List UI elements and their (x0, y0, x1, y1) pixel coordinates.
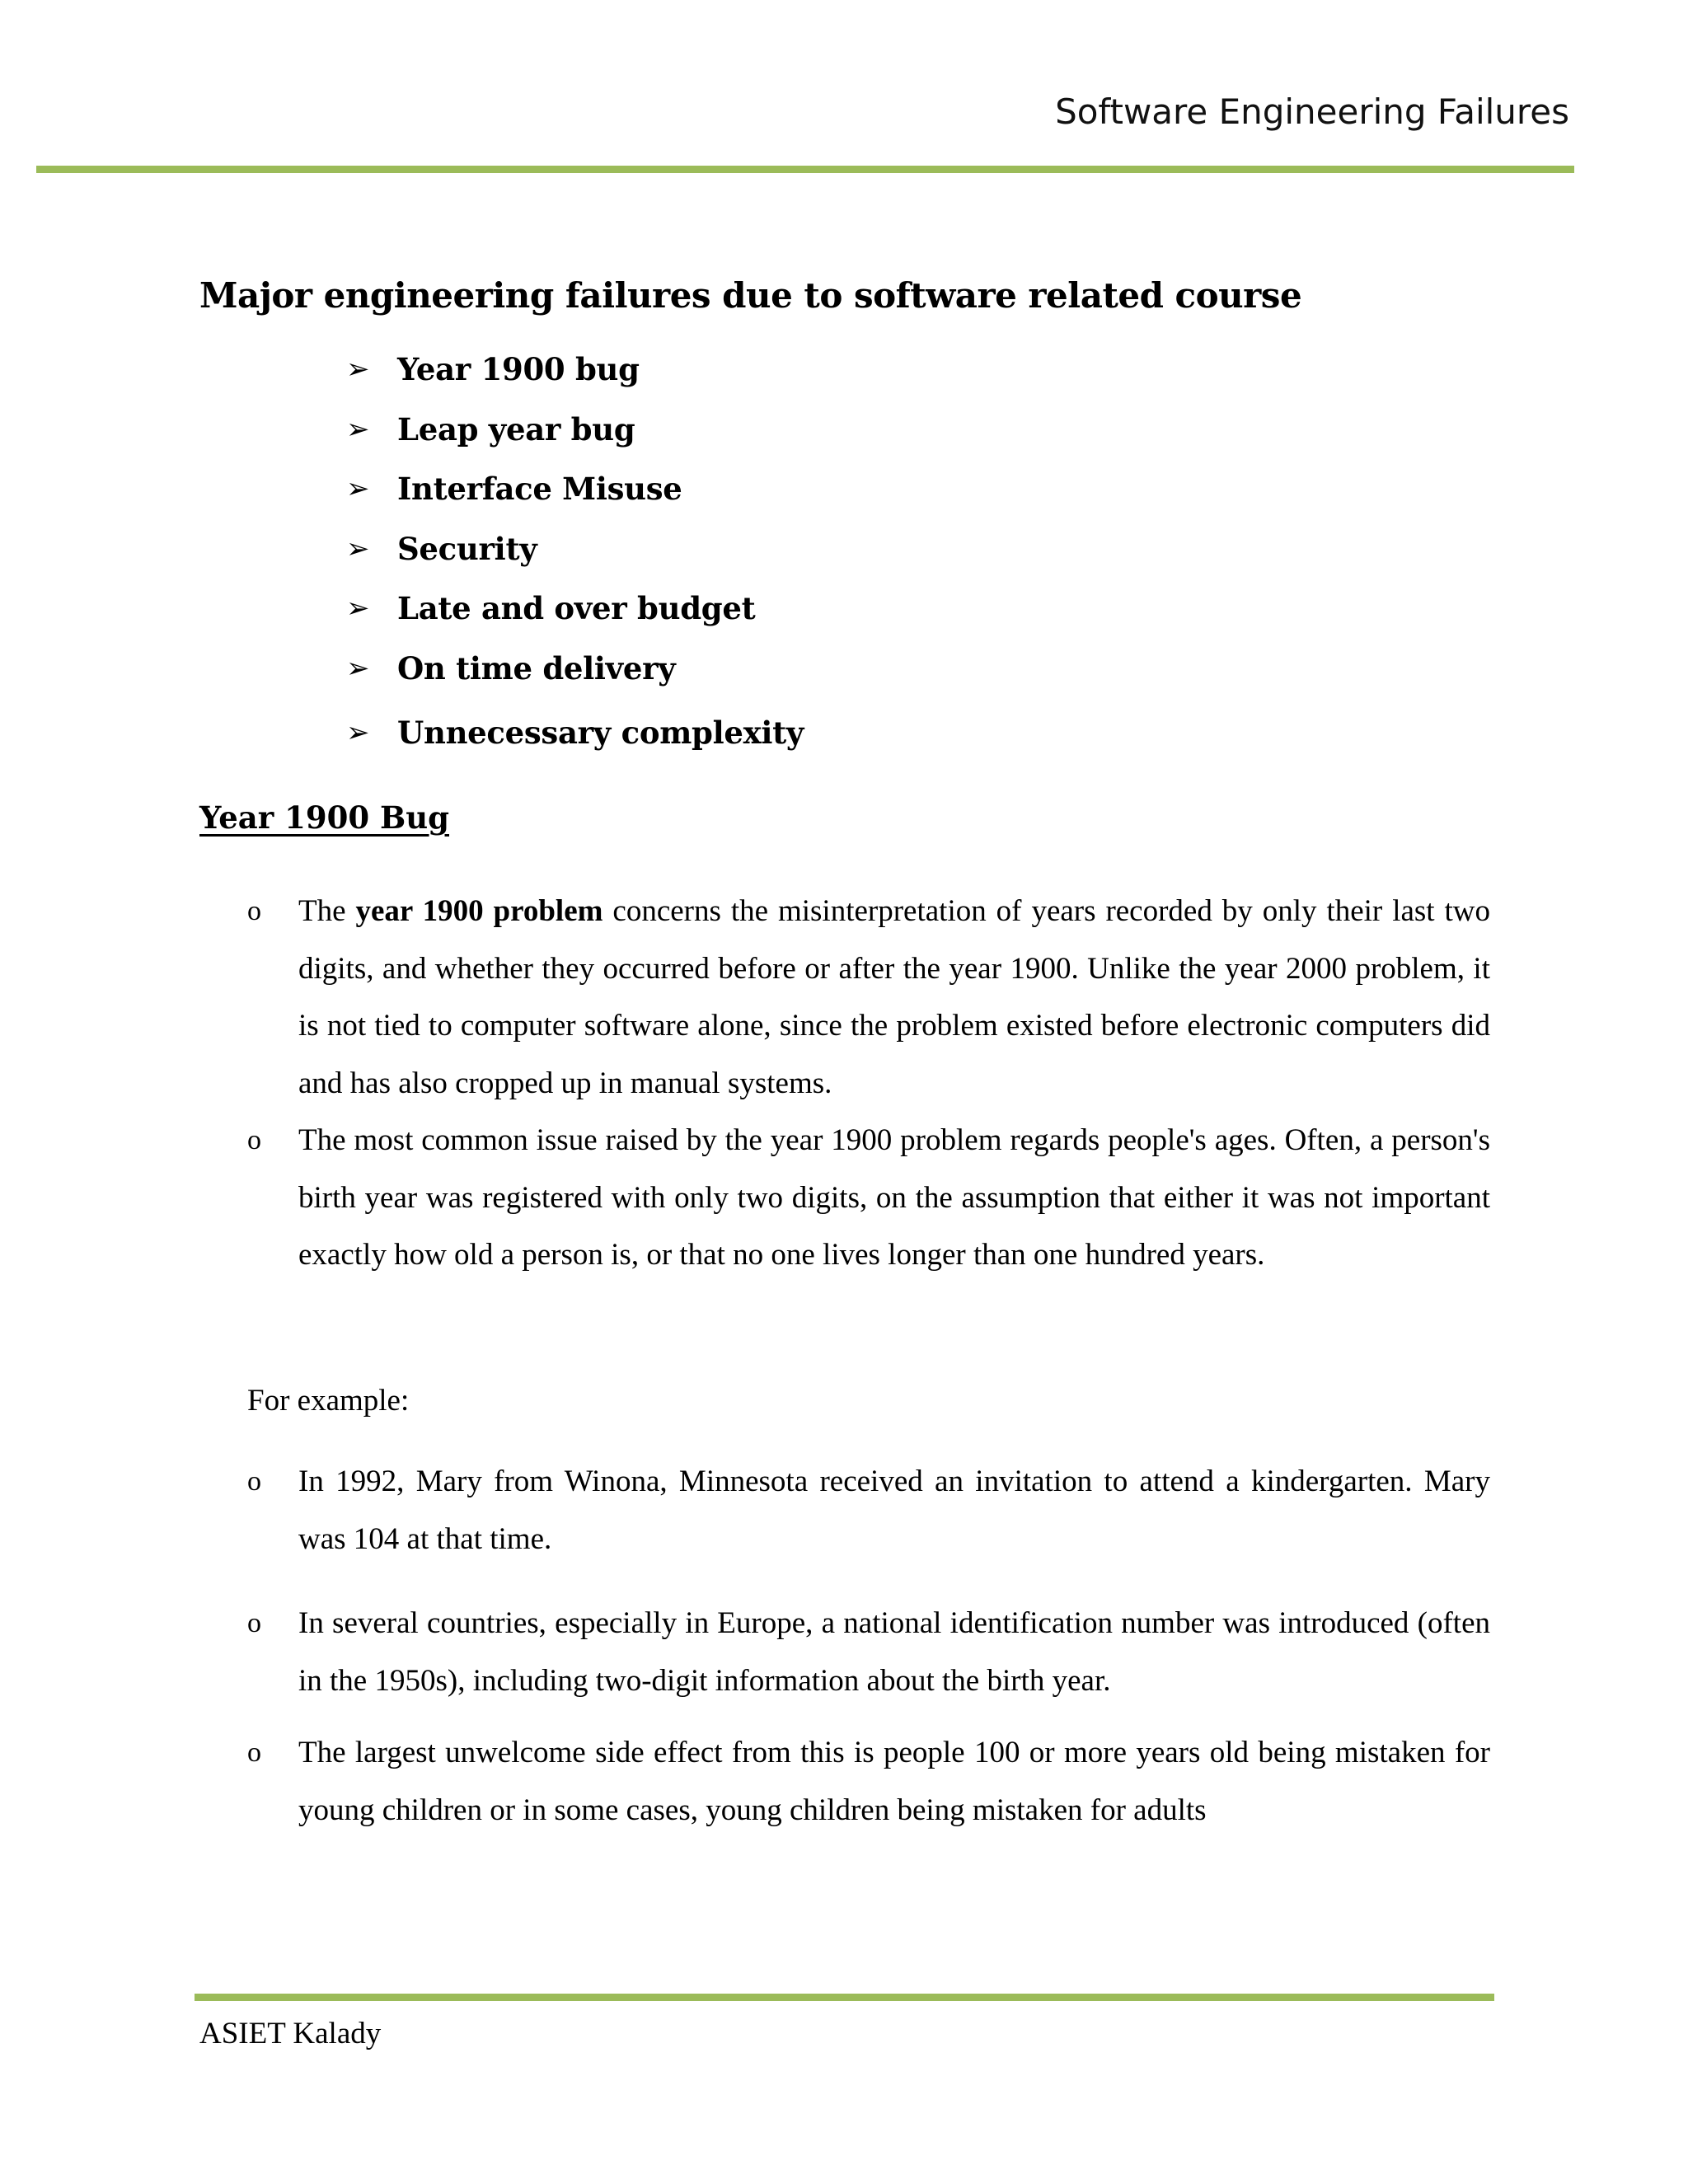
arrow-bullet-icon: ➢ (346, 532, 370, 565)
arrow-bullet-icon: ➢ (346, 716, 370, 749)
footer-text: ASIET Kalady (199, 2017, 382, 2050)
paragraph-lead: The (298, 894, 356, 928)
page-header-title: Software Engineering Failures (1055, 91, 1569, 132)
list-item (346, 590, 804, 650)
list-item (346, 351, 804, 411)
failure-list (346, 351, 804, 775)
circle-bullet-icon: o (247, 1125, 261, 1155)
list-item (346, 710, 804, 775)
list-item-label: On time delivery (397, 649, 676, 687)
circle-bullet-icon: o (247, 1608, 261, 1638)
example-list (247, 1453, 1490, 1568)
list-item (346, 531, 804, 591)
example-item (247, 1453, 1490, 1568)
list-item-label: Year 1900 bug (397, 351, 640, 387)
list-item (346, 650, 804, 710)
example-text: The largest unwelcome side effect from this is people 100 or more years old being mistaken for young children or in some cases, young children being mistaken for adults (298, 1736, 1490, 1827)
circle-bullet-icon: o (247, 1737, 261, 1768)
arrow-bullet-icon: ➢ (346, 412, 370, 446)
list-item (346, 471, 804, 531)
circle-bullet-icon: o (247, 1466, 261, 1497)
example-text: In several countries, especially in Europe, a national identification number was introduced (often in the 1950s), including two-digit information about the birth year. (298, 1606, 1490, 1698)
example-item (247, 1595, 1490, 1709)
arrow-bullet-icon: ➢ (346, 472, 370, 505)
section-heading: Year 1900 Bug (199, 799, 449, 836)
bold-term: year 1900 problem (355, 894, 603, 928)
paragraph-text: The most common issue raised by the year 1900 problem regards people's ages. Often, a person's birth year was registered with only two digits, on the assumption that either it was not important exactly how old a person is, or that no one lives longer than one hundred years. (298, 1123, 1490, 1272)
example-list (247, 1595, 1490, 1709)
list-item-label: Security (397, 530, 537, 567)
header-divider (36, 166, 1574, 173)
list-item-label: Late and over budget (397, 590, 756, 626)
main-heading: Major engineering failures due to software related course (199, 275, 1302, 316)
list-item-label: Interface Misuse (397, 471, 682, 507)
list-item-label: Unnecessary complexity (397, 715, 804, 751)
footer-divider (195, 1994, 1494, 2001)
for-example-label: For example: (247, 1384, 410, 1418)
paragraph-item (247, 1112, 1490, 1284)
circle-bullet-icon: o (247, 896, 261, 926)
arrow-bullet-icon: ➢ (346, 592, 370, 625)
list-item (346, 411, 804, 471)
paragraph-list (247, 883, 1490, 1284)
paragraph-item (247, 883, 1490, 1112)
arrow-bullet-icon: ➢ (346, 353, 370, 386)
example-item (247, 1724, 1490, 1839)
list-item-label: Leap year bug (397, 410, 635, 448)
arrow-bullet-icon: ➢ (346, 651, 370, 685)
example-text: In 1992, Mary from Winona, Minnesota received an invitation to attend a kindergarten. Mary was 104 at that time. (298, 1465, 1490, 1556)
example-list (247, 1724, 1490, 1839)
paragraph-text: concerns the misinterpretation of years recorded by only their last two digits, and whether they occurred before or after the year 1900. Unlike the year 2000 problem, it is not tied to computer software alone, since the problem existed before electronic computers did and has also cropped up in manual systems. (298, 894, 1491, 1100)
